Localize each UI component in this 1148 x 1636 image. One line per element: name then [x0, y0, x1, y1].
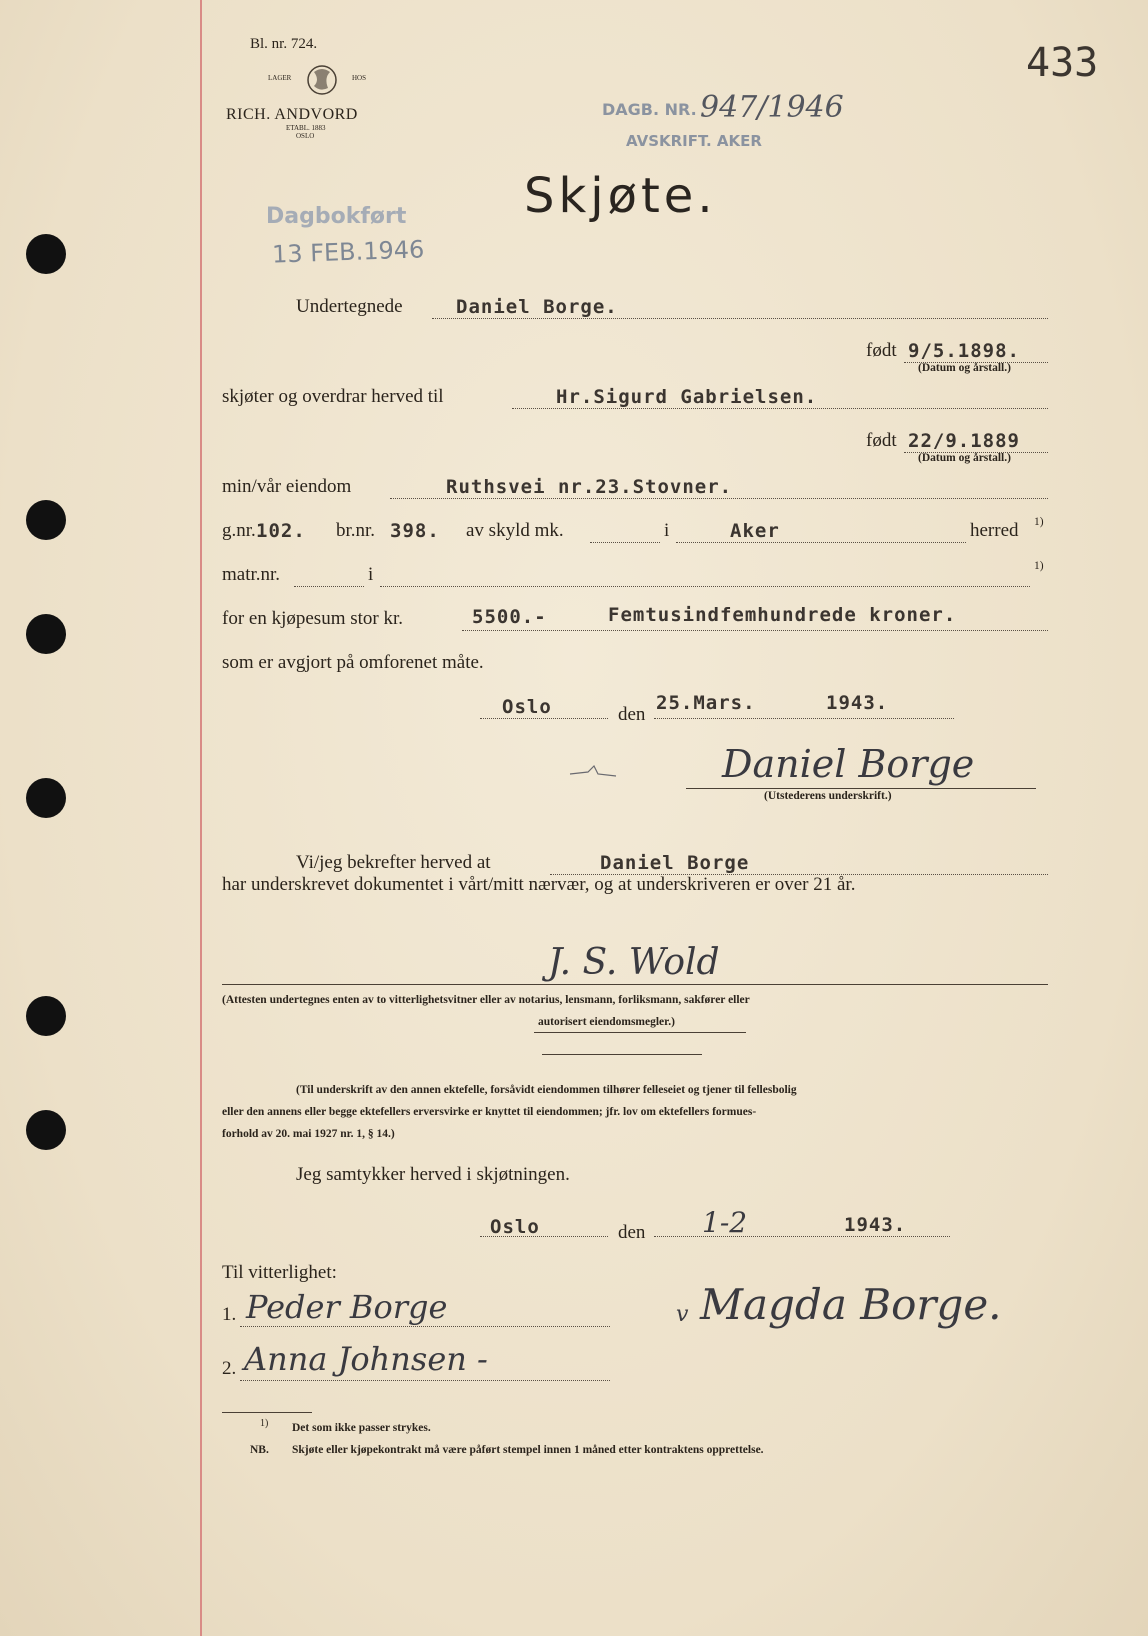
punch-hole — [26, 996, 66, 1036]
dotted-line — [512, 408, 1048, 409]
emblem-right: HOS — [352, 74, 367, 82]
punch-hole — [26, 1110, 66, 1150]
den-label: den — [618, 1222, 646, 1243]
gnr-label: g.nr. — [222, 520, 256, 541]
kjopesum-label: for en kjøpesum stor kr. — [222, 608, 404, 629]
amount-words: Femtusindfemhundrede kroner. — [608, 604, 957, 626]
witnessed-name: Daniel Borge — [600, 852, 750, 874]
skjoter-label: skjøter og overdrar herved til — [222, 386, 444, 407]
spouse-year: 1943. — [844, 1214, 907, 1236]
property-address: Ruthsvei nr.23.Stovner. — [446, 476, 733, 498]
dotted-line — [654, 1236, 950, 1237]
punch-hole — [26, 234, 66, 274]
dotted-line — [380, 586, 1030, 587]
brnr-value: 398. — [390, 520, 440, 542]
attest-line — [222, 984, 1048, 985]
seller-born: 9/5.1898. — [908, 340, 1020, 362]
spouse-date: 1-2 — [702, 1206, 748, 1239]
publisher-name: RICH. ANDVORD — [226, 106, 358, 123]
dagbokfort-date: 13 FEB.1946 — [271, 235, 425, 269]
spouse-note-1: (Til underskrift av den annen ektefelle, forsåvidt eiendommen tilhører felleseiet og tjener til fellesbolig — [296, 1084, 797, 1096]
gnr-value: 102. — [256, 520, 306, 542]
year: 1943. — [826, 692, 889, 714]
dotted-line — [462, 630, 1048, 631]
attest-underline — [534, 1032, 746, 1033]
publisher-city: OSLO — [296, 132, 315, 140]
margin-line — [200, 0, 202, 1636]
dotted-line — [676, 542, 966, 543]
publisher-established: ETABL. 1883 — [286, 124, 326, 132]
fodt-label: født — [866, 340, 897, 361]
footer-note2-mark: NB. — [250, 1444, 269, 1456]
skyld-label: av skyld mk. — [466, 520, 564, 541]
brnr-label: br.nr. — [336, 520, 376, 541]
dotted-line — [654, 718, 954, 719]
dotted-line — [294, 586, 364, 587]
document-title: Skjøte. — [524, 168, 717, 224]
dagb-stamp-value: 947/1946 — [700, 90, 844, 125]
footnote-mark: 1) — [1034, 560, 1044, 572]
i-label: i — [368, 564, 374, 585]
dotted-line — [240, 1380, 610, 1381]
attest-note-2: autorisert eiendomsmegler.) — [538, 1016, 675, 1028]
dagb-stamp-label: DAGB. NR. — [602, 100, 697, 119]
dagb-stamp-line2: AVSKRIFT. AKER — [626, 132, 762, 150]
vitterlighet-label: Til vitterlighet: — [222, 1262, 337, 1283]
ink-smudge — [568, 762, 618, 782]
fodt-label: født — [866, 430, 897, 451]
herred-label: herred — [970, 520, 1019, 541]
matr-label: matr.nr. — [222, 564, 281, 585]
buyer-born: 22/9.1889 — [908, 430, 1020, 452]
page-number: 433 — [1026, 40, 1099, 86]
spouse-mark: v — [676, 1302, 689, 1327]
attest-note: (Attesten undertegnes enten av to vitterlighetsvitner eller av notarius, lensmann, forliksmann, sakfører eller — [222, 994, 750, 1006]
signature-line — [686, 788, 1036, 789]
dotted-line — [590, 542, 660, 543]
spouse-signature: Magda Borge. — [700, 1280, 1002, 1329]
dotted-line — [480, 718, 608, 719]
i-label: i — [664, 520, 670, 541]
punch-hole — [26, 778, 66, 818]
witness-2-number: 2. — [222, 1358, 237, 1379]
punch-hole — [26, 614, 66, 654]
footer-note1: Det som ikke passer strykes. — [292, 1422, 431, 1434]
dagbokfort-stamp: Dagbokført — [266, 204, 407, 229]
footnote-divider — [222, 1412, 312, 1413]
witness-1-number: 1. — [222, 1304, 237, 1325]
witness-signature: J. S. Wold — [548, 942, 720, 983]
spouse-place: Oslo — [490, 1216, 540, 1238]
footnote-mark: 1) — [1034, 516, 1044, 528]
bekrefter-label: Vi/jeg bekrefter herved at — [296, 852, 491, 873]
consent-text: Jeg samtykker herved i skjøtningen. — [296, 1164, 570, 1185]
punch-hole — [26, 500, 66, 540]
amount-value: 5500.- — [472, 606, 547, 628]
witness-2-signature: Anna Johnsen - — [244, 1340, 488, 1378]
section-divider — [542, 1054, 702, 1055]
spouse-note-2: eller den annens eller begge ektefellers erversvirke er knyttet til eiendommen; jfr. lov om ektefellers formues- — [222, 1106, 757, 1118]
datum-note: (Datum og årstall.) — [918, 362, 1011, 374]
witness-1-signature: Peder Borge — [246, 1288, 448, 1326]
spouse-note-3: forhold av 20. mai 1927 nr. 1, § 14.) — [222, 1128, 395, 1140]
footer-note2: Skjøte eller kjøpekontrakt må være påført stempel innen 1 måned etter kontraktens opprettelse. — [292, 1444, 764, 1456]
dotted-line — [390, 498, 1048, 499]
utsteder-note: (Utstederens underskrift.) — [764, 790, 892, 802]
emblem-left: LAGER — [268, 74, 292, 82]
publisher-emblem — [262, 62, 382, 98]
underskrevet-text: har underskrevet dokumentet i vårt/mitt nærvær, og at underskriveren er over 21 år. — [222, 874, 856, 895]
undertegnede-label: Undertegnede — [296, 296, 403, 317]
dotted-line — [432, 318, 1048, 319]
dotted-line — [240, 1326, 610, 1327]
seller-signature: Daniel Borge — [722, 742, 975, 786]
avgjort-text: som er avgjort på omforenet måte. — [222, 652, 484, 673]
place: Oslo — [502, 696, 552, 718]
date: 25.Mars. — [656, 692, 756, 714]
buyer-name: Hr.Sigurd Gabrielsen. — [556, 386, 818, 408]
den-label: den — [618, 704, 646, 725]
form-number: Bl. nr. 724. — [250, 36, 318, 52]
seller-name: Daniel Borge. — [456, 296, 618, 318]
herred-value: Aker — [730, 520, 780, 542]
footer-note1-mark: 1) — [260, 1418, 269, 1429]
datum-note: (Datum og årstall.) — [918, 452, 1011, 464]
eiendom-label: min/vår eiendom — [222, 476, 352, 497]
